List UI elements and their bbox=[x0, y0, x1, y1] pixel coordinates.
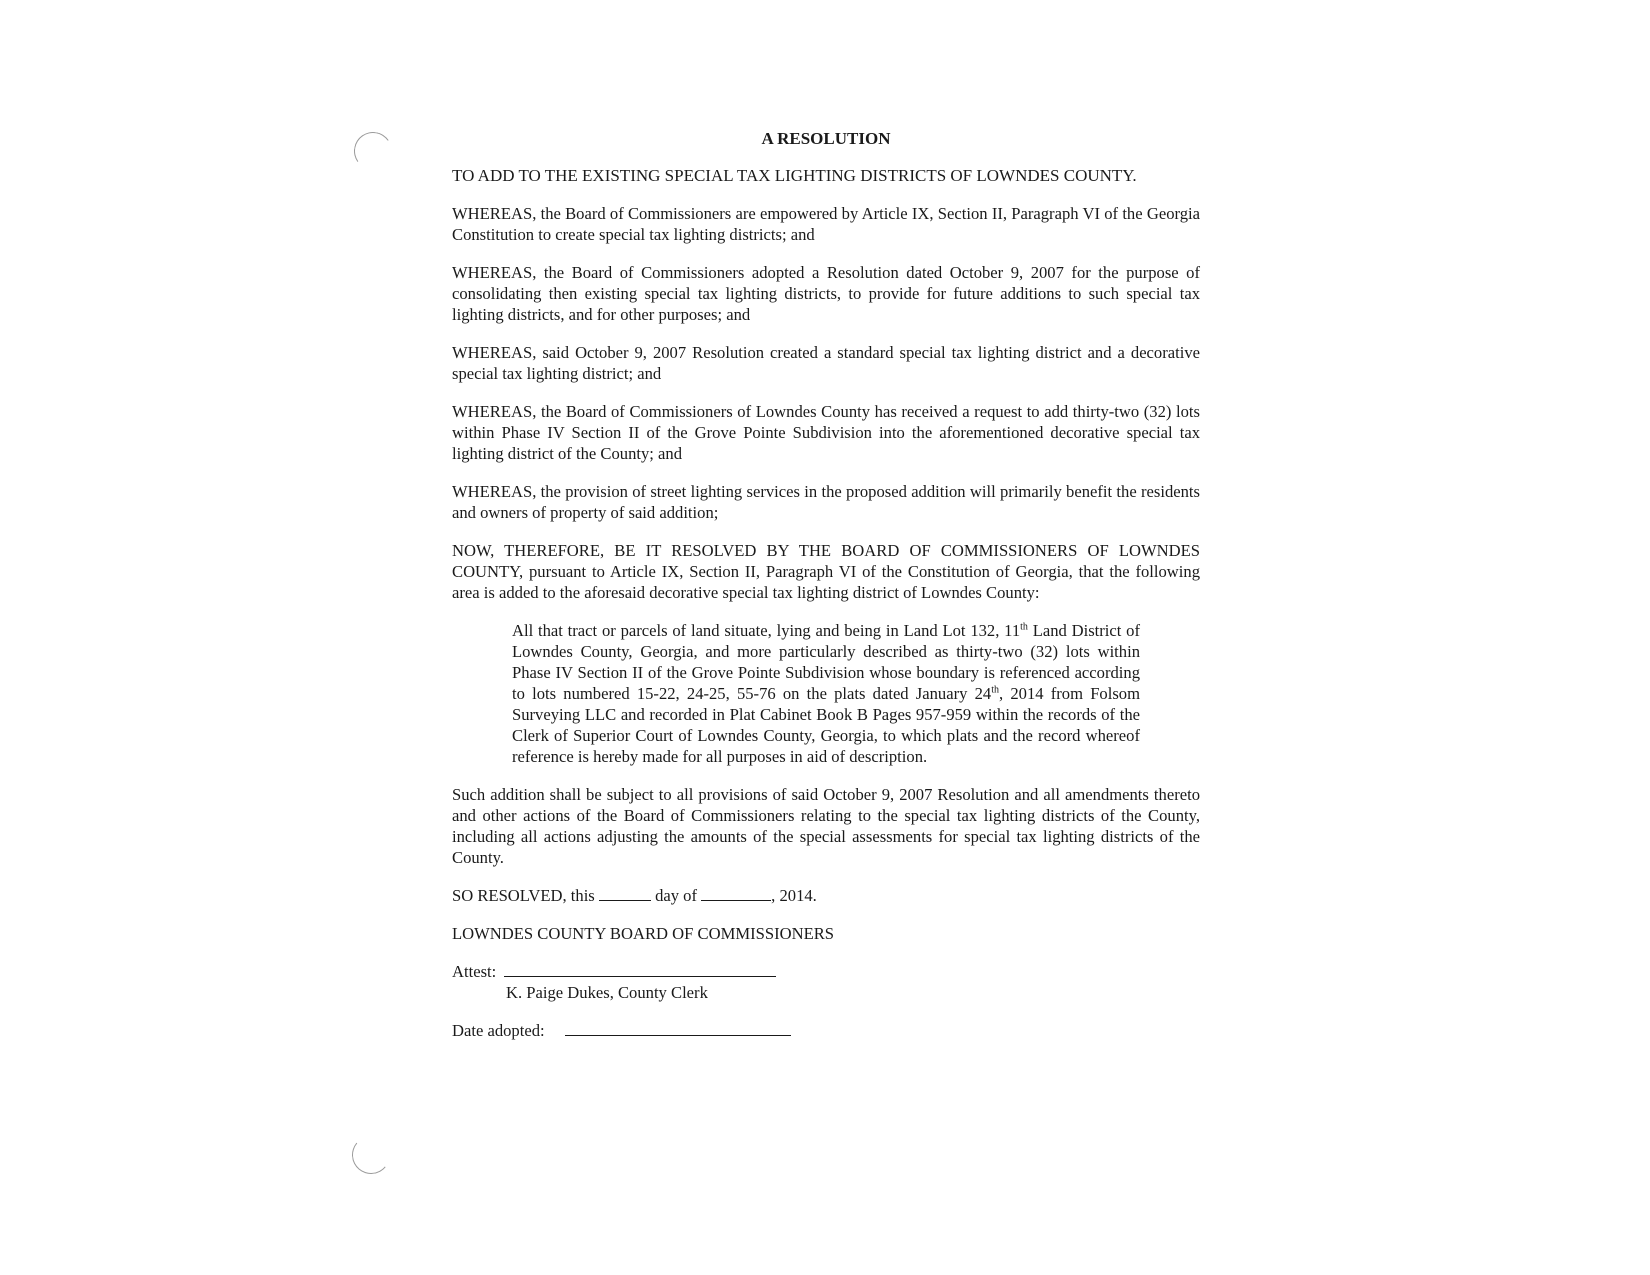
so-resolved-middle: day of bbox=[655, 886, 698, 905]
date-adopted-row bbox=[452, 1020, 1200, 1041]
attest-row bbox=[452, 961, 1200, 982]
day-blank[interactable] bbox=[599, 886, 651, 901]
so-resolved-line bbox=[452, 885, 1200, 906]
land-description-text-3: , 2014 from Folsom Surveying LLC and recorded in Plat Cabinet Book B Pages 957-959 within the records of the Clerk of Superior Court of Lowndes County, Georgia, to which plats and the record whereof reference is hereby made for all purposes in aid of description. bbox=[512, 684, 1140, 766]
whereas-clause-4: WHEREAS, the Board of Commissioners of Lowndes County has received a request to add thirty-two (32) lots within Phase IV Section II of the Grove Pointe Subdivision into the aforementioned decorative special tax lighting district of the County; and bbox=[452, 402, 1200, 463]
whereas-clause-3: WHEREAS, said October 9, 2007 Resolution created a standard special tax lighting district and a decorative special tax lighting district; and bbox=[452, 343, 1200, 383]
date-adopted-line[interactable] bbox=[565, 1021, 791, 1036]
document-title: A RESOLUTION bbox=[761, 129, 891, 148]
punch-hole-mark-bottom bbox=[350, 1134, 391, 1175]
so-resolved-prefix: SO RESOLVED, this bbox=[452, 886, 595, 905]
resolved-clause: NOW, THEREFORE, BE IT RESOLVED BY THE BOARD OF COMMISSIONERS OF LOWNDES COUNTY, pursuant to Article IX, Section II, Paragraph VI of the Constitution of Georgia, that the following area is added to the aforesaid decorative special tax lighting district of Lowndes County: bbox=[452, 541, 1200, 602]
whereas-clause-1: WHEREAS, the Board of Commissioners are empowered by Article IX, Section II, Paragraph VI of the Georgia Constitution to create special tax lighting districts; and bbox=[452, 204, 1200, 244]
addition-clause: Such addition shall be subject to all provisions of said October 9, 2007 Resolution and all amendments thereto and other actions of the Board of Commissioners relating to the special tax lighting districts of the County, including all actions adjusting the amounts of the special assessments for special tax lighting districts of the County. bbox=[452, 785, 1200, 867]
whereas-clause-5: WHEREAS, the provision of street lighting services in the proposed addition will primarily benefit the residents and owners of property of said addition; bbox=[452, 482, 1200, 522]
punch-hole-mark-top bbox=[351, 129, 395, 173]
board-name: LOWNDES COUNTY BOARD OF COMMISSIONERS bbox=[452, 924, 834, 943]
so-resolved-suffix: , 2014. bbox=[771, 886, 817, 905]
land-description-text-1: All that tract or parcels of land situate, lying and being in Land Lot 132, 11 bbox=[512, 621, 1021, 640]
attest-label: Attest: bbox=[452, 962, 497, 981]
superscript-th-2: th bbox=[991, 684, 999, 696]
land-description bbox=[512, 620, 1140, 767]
resolution-document bbox=[452, 122, 1200, 1041]
whereas-clause-2: WHEREAS, the Board of Commissioners adopted a Resolution dated October 9, 2007 for the purpose of consolidating then existing special tax lighting districts, to provide for future additions to such special tax lighting districts, and for other purposes; and bbox=[452, 263, 1200, 324]
land-description-text-2: Land District of Lowndes County, Georgia, and more particularly described as thirty-two (32) lots within Phase IV Section II of the Grove Pointe Subdivision whose boundary is referenced according to lots numbered 15-22, 24-25, 55-76 on the plats dated January 24 bbox=[512, 621, 1140, 703]
date-adopted-label: Date adopted: bbox=[452, 1021, 545, 1040]
superscript-th-1: th bbox=[1020, 621, 1028, 633]
clerk-name: K. Paige Dukes, County Clerk bbox=[506, 983, 708, 1002]
month-blank[interactable] bbox=[701, 886, 771, 901]
attest-signature-line[interactable] bbox=[504, 962, 776, 977]
resolution-purpose: TO ADD TO THE EXISTING SPECIAL TAX LIGHTING DISTRICTS OF LOWNDES COUNTY. bbox=[452, 166, 1137, 185]
